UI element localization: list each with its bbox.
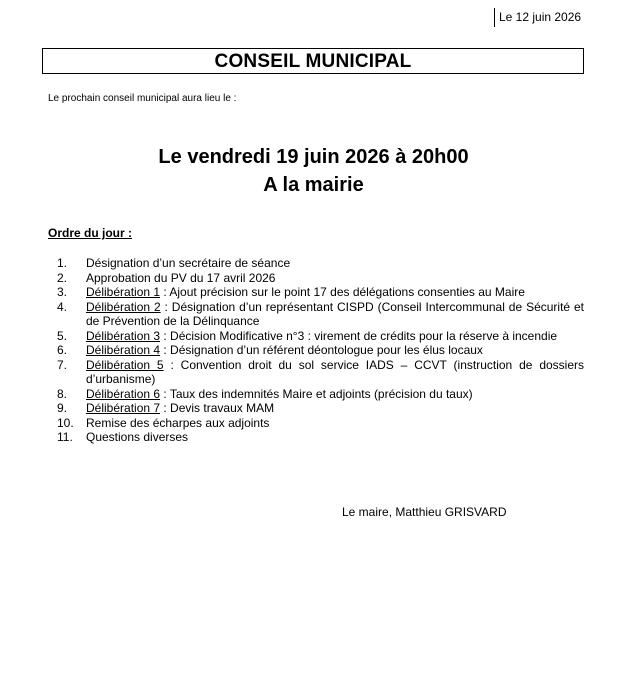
agenda-item-prefix: Délibération 1 (86, 285, 161, 299)
agenda-item-prefix: Délibération 3 (86, 328, 161, 343)
agenda-item (57, 387, 584, 402)
agenda-item-number: 10. (57, 415, 74, 430)
agenda-item-text: : Convention droit du sol service IADS – CCVT (instruction de dossiers d’urbanisme) (86, 357, 584, 386)
agenda-item-prefix: Délibération 7 (86, 401, 161, 415)
agenda-item-number: 2. (57, 270, 68, 285)
agenda-item-text: : Désignation d’un référent déontologue pour les élus locaux (160, 343, 483, 357)
agenda-item (57, 271, 584, 286)
meeting-date: Le vendredi 19 juin 2026 à 20h00 (158, 146, 469, 168)
agenda-item-text: Remise des écharpes aux adjoints (86, 415, 270, 430)
meeting-place: A la mairie (263, 174, 364, 196)
agenda-item-text: Désignation d’un secrétaire de séance (86, 256, 291, 270)
agenda-heading: Ordre du jour : (48, 226, 132, 240)
agenda-item-number: 3. (57, 285, 68, 299)
agenda-item-text: Approbation du PV du 17 avril 2026 (86, 270, 276, 285)
agenda-item-number: 8. (57, 386, 68, 401)
agenda-item-number: 4. (57, 299, 68, 314)
agenda-item (57, 416, 584, 431)
agenda-item (57, 430, 584, 445)
agenda-item-prefix: Délibération 5 (86, 357, 164, 372)
agenda-item-number: 9. (57, 401, 68, 415)
agenda-item-prefix: Délibération 4 (86, 343, 161, 357)
agenda-item (57, 358, 584, 387)
agenda-item-number: 6. (57, 343, 68, 357)
agenda-item-number: 1. (57, 256, 68, 270)
document-title: CONSEIL MUNICIPAL (42, 48, 584, 74)
agenda-item (57, 401, 584, 416)
agenda-item-prefix: Délibération 6 (86, 386, 161, 401)
agenda-item-text: : Ajout précision sur le point 17 des délégations consenties au Maire (160, 285, 525, 299)
agenda-item (57, 329, 584, 344)
agenda-item-number: 5. (57, 328, 68, 343)
agenda-item-prefix: Délibération 2 (86, 299, 161, 314)
intro-text: Le prochain conseil municipal aura lieu le : (48, 93, 237, 104)
agenda-item (57, 285, 584, 300)
agenda-item-number: 7. (57, 357, 68, 372)
agenda-item (57, 256, 584, 271)
document-date: Le 12 juin 2026 (494, 8, 581, 27)
agenda-item-text: : Décision Modificative n°3 : virement de crédits pour la réserve à incendie (160, 328, 558, 343)
agenda-item-text: : Devis travaux MAM (160, 401, 275, 415)
signature: Le maire, Matthieu GRISVARD (342, 505, 507, 519)
agenda-item-text: : Désignation d’un représentant CISPD (Conseil Intercommunal de Sécurité et de Prévention de la Délinquance (86, 299, 585, 328)
agenda-item (57, 300, 584, 329)
agenda-item-number: 11. (57, 430, 73, 444)
agenda-list (57, 256, 584, 445)
agenda-item (57, 343, 584, 358)
agenda-item-text: Questions diverses (86, 430, 189, 444)
agenda-item-text: : Taux des indemnités Maire et adjoints (précision du taux) (160, 386, 473, 401)
